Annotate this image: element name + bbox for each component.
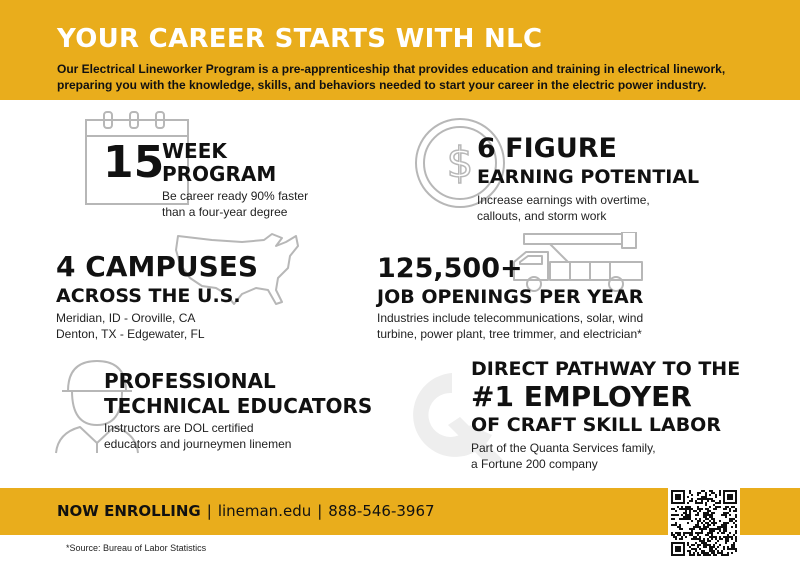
employer-desc-line2: a Fortune 200 company xyxy=(471,457,598,471)
header-banner xyxy=(0,0,800,100)
week-label: WEEK xyxy=(162,139,227,163)
week-desc-line1: Be career ready 90% faster xyxy=(162,189,309,203)
employer-pathway: DIRECT PATHWAY TO THE xyxy=(471,358,741,380)
week-desc-line2: than a four-year degree xyxy=(162,205,288,219)
earning-subtitle: EARNING POTENTIAL xyxy=(477,166,700,188)
jobs-desc-line1: Industries include telecommunications, solar, wind xyxy=(377,311,644,325)
campuses-subtitle: ACROSS THE U.S. xyxy=(56,285,241,307)
earning-desc-line2: callouts, and storm work xyxy=(477,209,607,223)
website-link[interactable]: lineman.edu xyxy=(217,502,312,520)
campuses-title: 4 CAMPUSES xyxy=(56,250,259,283)
page-title: YOUR CAREER STARTS WITH NLC xyxy=(57,24,543,54)
earning-desc-line1: Increase earnings with overtime, xyxy=(477,193,650,207)
week-number: 15 xyxy=(103,137,165,188)
jobs-title: 125,500+ xyxy=(377,253,523,284)
jobs-subtitle: JOB OPENINGS PER YEAR xyxy=(377,286,644,308)
footer-separator: | xyxy=(317,502,323,520)
footer-contact xyxy=(57,502,435,520)
employer-craft: OF CRAFT SKILL LABOR xyxy=(471,414,721,436)
qr-code-icon[interactable] xyxy=(668,487,740,559)
bucket-truck-icon xyxy=(510,232,650,294)
campuses-desc-line2: Denton, TX - Edgewater, FL xyxy=(56,327,205,341)
employer-rank: #1 EMPLOYER xyxy=(471,380,692,413)
svg-text:$: $ xyxy=(446,138,474,187)
footer-separator: | xyxy=(206,502,212,520)
program-label: PROGRAM xyxy=(162,162,277,186)
earning-title: 6 FIGURE xyxy=(477,133,617,164)
employer-desc-line1: Part of the Quanta Services family, xyxy=(471,441,656,455)
jobs-desc-line2: turbine, power plant, tree trimmer, and electrician* xyxy=(377,327,642,341)
program-intro: Our Electrical Lineworker Program is a pre-apprenticeship that provides education and training in electrical linework, preparing you with the knowledge, skills, and behaviors needed to start your career in the electric power industry. xyxy=(57,62,726,92)
educators-title: PROFESSIONAL xyxy=(104,369,276,393)
now-enrolling-label: NOW ENROLLING xyxy=(57,502,201,520)
educators-desc-line2: educators and journeymen linemen xyxy=(104,437,292,451)
educators-subtitle: TECHNICAL EDUCATORS xyxy=(104,394,373,418)
source-footnote: *Source: Bureau of Labor Statistics xyxy=(66,543,207,553)
educators-desc-line1: Instructors are DOL certified xyxy=(104,421,254,435)
campuses-desc-line1: Meridian, ID - Oroville, CA xyxy=(56,311,196,325)
phone-number[interactable]: 888-546-3967 xyxy=(328,502,435,520)
